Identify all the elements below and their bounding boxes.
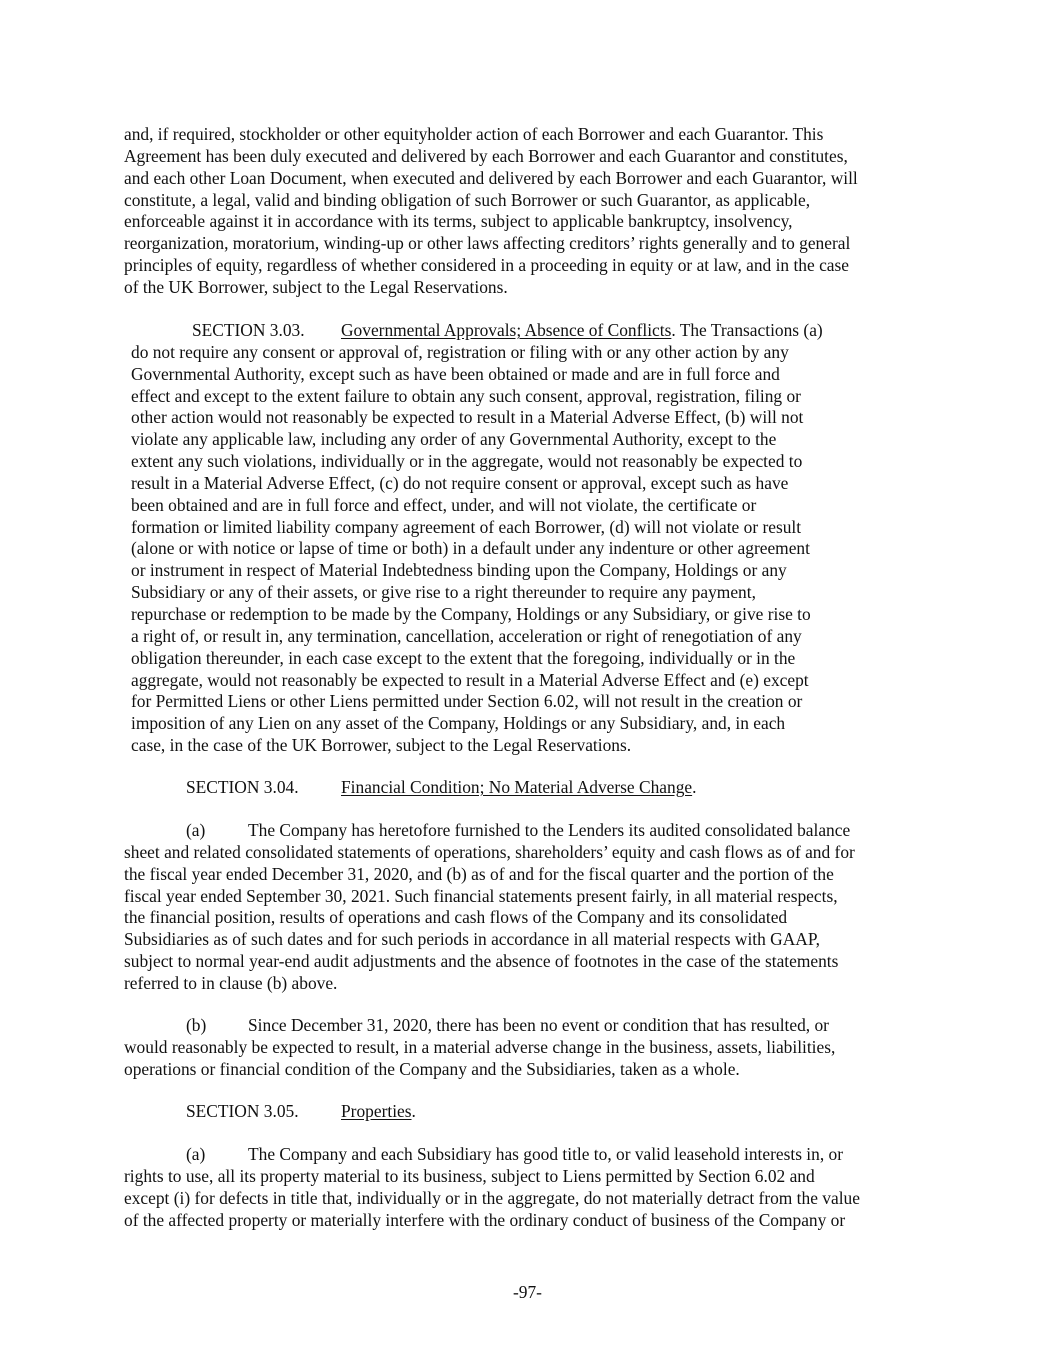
text-line: other action would not reasonably be expected to result in a Material Adverse Effect, (b) will not bbox=[131, 407, 804, 428]
text-line: and each other Loan Document, when executed and delivered by each Borrower and each Guarantor, will bbox=[124, 167, 858, 188]
text-line: enforceable against it in accordance with its terms, subject to applicable bankruptcy, insolvency, bbox=[124, 211, 793, 232]
text-line: referred to in clause (b) above. bbox=[124, 972, 338, 993]
section-3-03 bbox=[131, 320, 823, 757]
text-line: constitute, a legal, valid and binding obligation of such Borrower or such Guarantor, as applicable, bbox=[124, 189, 811, 210]
clause-3-04-a bbox=[124, 820, 855, 995]
text-line: formation or limited liability company agreement of each Borrower, (d) will not violate or result bbox=[131, 516, 802, 537]
section-number: SECTION 3.03. bbox=[192, 320, 305, 340]
clause-body bbox=[124, 1037, 835, 1081]
text-line: subject to normal year-end audit adjustments and the absence of footnotes in the case of the statements bbox=[124, 951, 839, 972]
text-line: Governmental Authority, except such as have been obtained or made and are in full force and bbox=[131, 363, 780, 384]
text-line: Agreement has been duly executed and delivered by each Borrower and each Guarantor and constitutes, bbox=[124, 145, 848, 166]
text-line: principles of equity, regardless of whether considered in a proceeding in equity or at law, and in the case bbox=[124, 255, 849, 276]
text-line: been obtained and are in full force and effect, under, and will not violate, the certificate or bbox=[131, 494, 757, 515]
section-number: SECTION 3.04. bbox=[186, 777, 299, 797]
text-line: reorganization, moratorium, winding-up or other laws affecting creditors’ rights generally and to general bbox=[124, 233, 851, 254]
text-line: of the UK Borrower, subject to the Legal Reservations. bbox=[124, 276, 508, 297]
text-line: obligation thereunder, in each case except to the extent that the foregoing, individually or in the bbox=[131, 647, 796, 668]
text-line: Subsidiaries as of such dates and for such periods in accordance in all material respects with GAAP, bbox=[124, 929, 820, 950]
section-text: . The Transactions (a) bbox=[671, 320, 823, 340]
clause-marker: (a) bbox=[186, 1144, 206, 1164]
page-number: -97- bbox=[513, 1282, 542, 1302]
text-line: for Permitted Liens or other Liens permitted under Section 6.02, will not result in the creation or bbox=[131, 691, 803, 712]
text-line: would reasonably be expected to result, in a material adverse change in the business, assets, liabilities, bbox=[124, 1036, 836, 1057]
clause-first-line: The Company and each Subsidiary has good title to, or valid leasehold interests in, or bbox=[248, 1144, 844, 1164]
clause-marker: (a) bbox=[186, 820, 206, 840]
text-line: fiscal year ended September 30, 2021. Such financial statements present fairly, in all material respects, bbox=[124, 885, 838, 906]
text-line: (alone or with notice or lapse of time or both) in a default under any indenture or other agreement bbox=[131, 538, 810, 559]
section-number: SECTION 3.05. bbox=[186, 1101, 299, 1121]
text-line: extent any such violations, individually or in the aggregate, would not reasonably be expected to bbox=[131, 451, 803, 472]
text-line: effect and except to the extent failure to obtain any such consent, approval, registration, filing or bbox=[131, 385, 801, 406]
clause-first-line: The Company has heretofore furnished to the Lenders its audited consolidated balance bbox=[248, 820, 851, 840]
section-heading-line bbox=[131, 320, 823, 342]
clause-3-04-b bbox=[124, 1015, 835, 1081]
text-line: aggregate, would not reasonably be expected to result in a Material Adverse Effect and (e) except bbox=[131, 669, 809, 690]
section-title: Financial Condition; No Material Adverse Change bbox=[341, 777, 693, 797]
text-line: do not require any consent or approval of, registration or filing with or any other action by any bbox=[131, 341, 789, 362]
text-line: a right of, or result in, any termination, cancellation, acceleration or right of renegotiation of any bbox=[131, 625, 802, 646]
text-line: the financial position, results of operations and cash flows of the Company and its consolidated bbox=[124, 907, 788, 928]
section-title: Properties bbox=[341, 1101, 412, 1121]
clause-first-line: Since December 31, 2020, there has been no event or condition that has resulted, or bbox=[248, 1015, 829, 1035]
text-line: except (i) for defects in title that, individually or in the aggregate, do not materially detract from the value bbox=[124, 1187, 860, 1208]
clause-body bbox=[124, 1166, 860, 1232]
text-line: the fiscal year ended December 31, 2020, and (b) as of and for the fiscal quarter and the portion of the bbox=[124, 863, 834, 884]
clause-body bbox=[124, 842, 855, 995]
text-line: result in a Material Adverse Effect, (c) do not require consent or approval, except such as have bbox=[131, 472, 789, 493]
text-line: repurchase or redemption to be made by the Company, Holdings or any Subsidiary, or give rise to bbox=[131, 603, 811, 624]
section-body bbox=[131, 342, 811, 757]
paragraph-continuation bbox=[124, 124, 858, 299]
clause-3-05-a bbox=[124, 1144, 860, 1231]
text-line: sheet and related consolidated statements of operations, shareholders’ equity and cash flows as of and for bbox=[124, 841, 855, 862]
section-title: Governmental Approvals; Absence of Conflicts bbox=[341, 320, 672, 340]
text-line: rights to use, all its property material to its business, subject to Liens permitted by Section 6.02 and bbox=[124, 1165, 815, 1186]
text-line: and, if required, stockholder or other equityholder action of each Borrower and each Guarantor. This bbox=[124, 124, 824, 144]
text-line: or instrument in respect of Material Indebtedness binding upon the Company, Holdings or any bbox=[131, 560, 787, 581]
text-line: imposition of any Lien on any asset of the Company, Holdings or any Subsidiary, and, in each bbox=[131, 713, 786, 734]
text-line: case, in the case of the UK Borrower, subject to the Legal Reservations. bbox=[131, 735, 632, 756]
section-punct: . bbox=[411, 1101, 416, 1121]
text-line: operations or financial condition of the Company and the Subsidiaries, taken as a whole. bbox=[124, 1058, 740, 1079]
section-punct: . bbox=[692, 777, 697, 797]
text-line: violate any applicable law, including any order of any Governmental Authority, except to the bbox=[131, 429, 777, 450]
clause-marker: (b) bbox=[186, 1015, 207, 1035]
text-line: of the affected property or materially interfere with the ordinary conduct of business of the Company or bbox=[124, 1209, 846, 1230]
text-line: Subsidiary or any of their assets, or give rise to a right thereunder to require any payment, bbox=[131, 582, 756, 603]
